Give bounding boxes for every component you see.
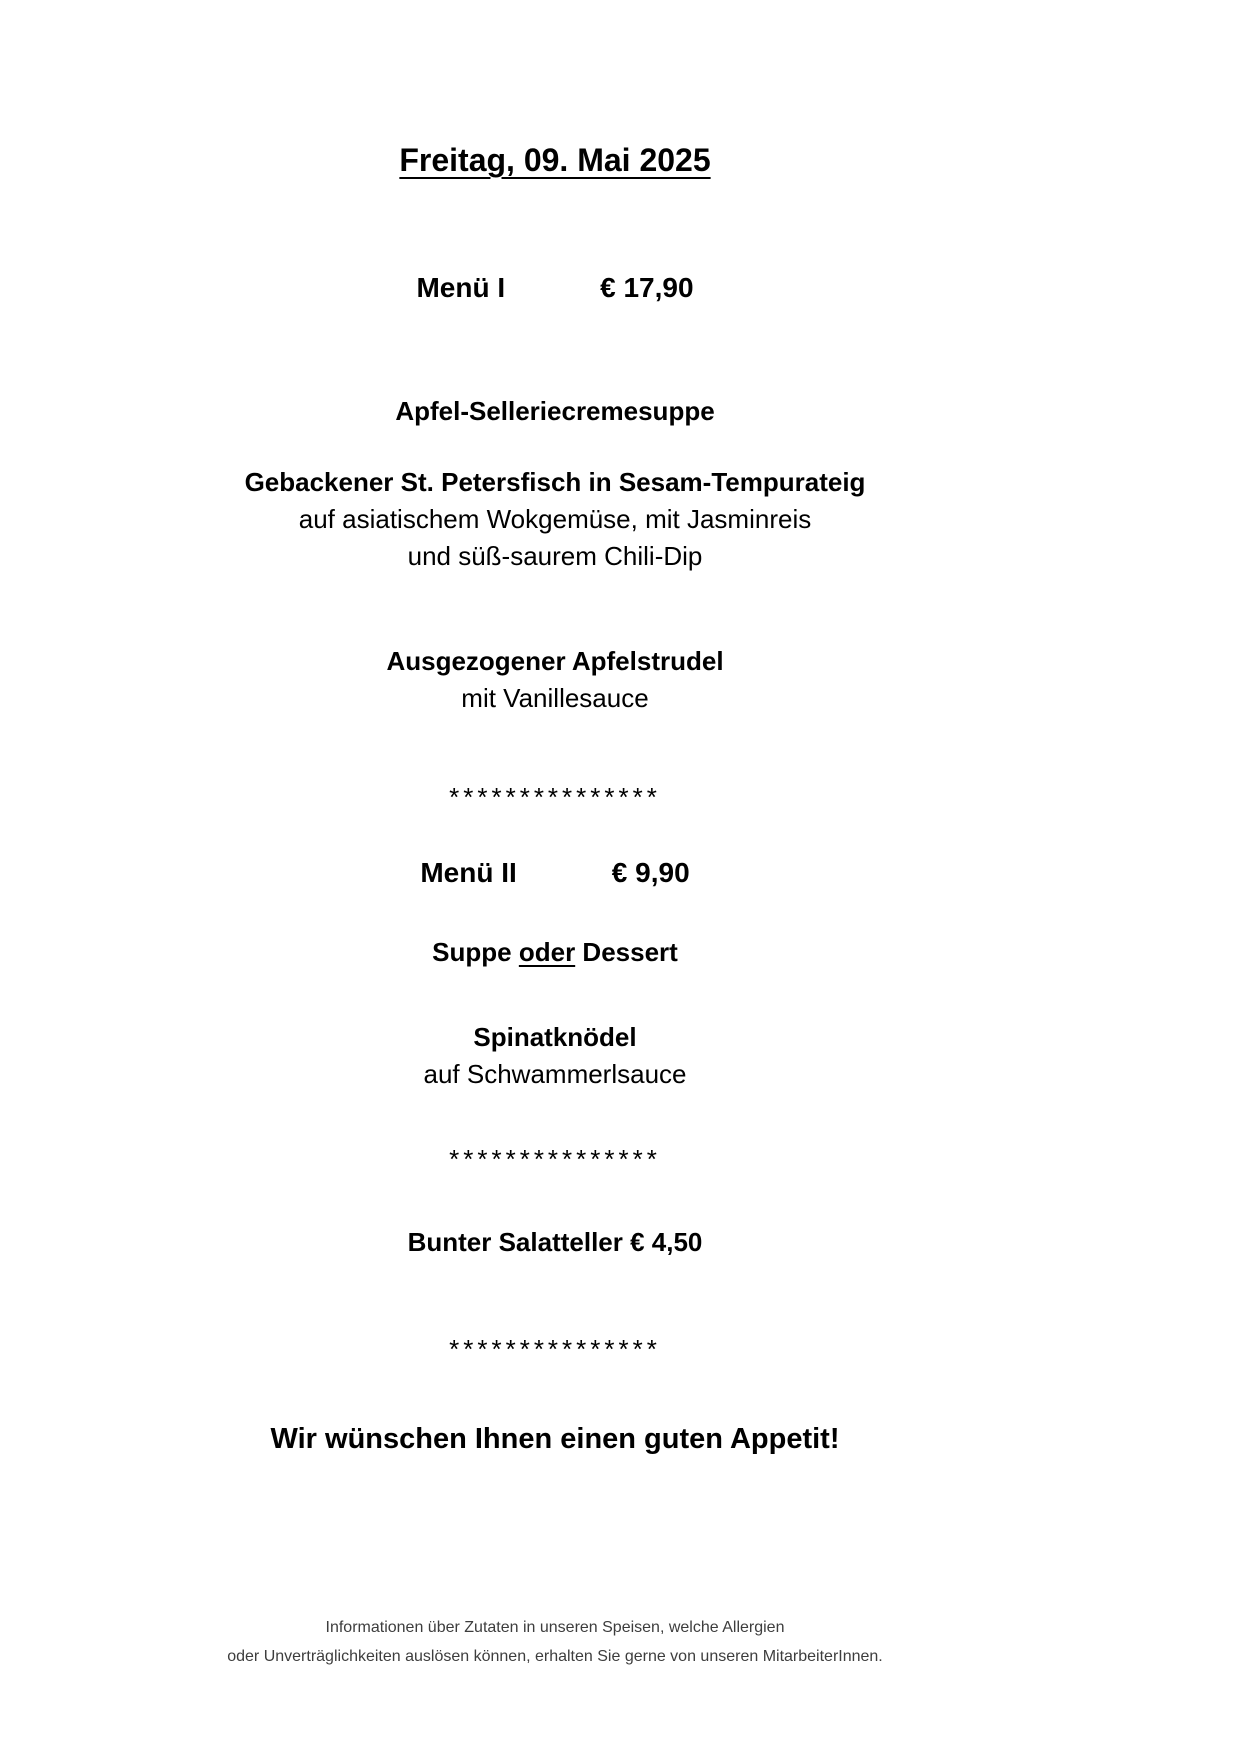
menu1-course1: Apfel-Selleriecremesuppe — [395, 396, 715, 426]
allergy-footer-line1: Informationen über Zutaten in unseren Speisen, welche Allergien — [325, 1619, 785, 1636]
allergy-footer — [0, 1613, 1110, 1671]
separator-stars: *************** — [449, 1334, 661, 1364]
menu2-choice-oder: oder — [518, 937, 576, 967]
menu2-price: € 9,90 — [611, 857, 690, 888]
menu1-course2-title: Gebackener St. Petersfisch in Sesam-Tempurateig — [244, 467, 866, 497]
closing-line: Wir wünschen Ihnen einen guten Appetit! — [270, 1423, 840, 1455]
menu1-course2-side2: und süß-saurem Chili-Dip — [407, 541, 703, 571]
menu2-course1 — [0, 1019, 1110, 1093]
menu1-course2-side1: auf asiatischem Wokgemüse, mit Jasminreis — [298, 504, 812, 534]
date-title: Freitag, 09. Mai 2025 — [399, 142, 711, 178]
salad-offer: Bunter Salatteller € 4,50 — [407, 1227, 703, 1257]
menu1-course3-title: Ausgezogener Apfelstrudel — [386, 646, 724, 676]
menu2-course1-side: auf Schwammerlsauce — [423, 1059, 687, 1089]
menu2-label: Menü II — [420, 857, 517, 888]
menu1-course3-side: mit Vanillesauce — [461, 683, 649, 713]
menu2-choice-suffix: Dessert — [575, 937, 678, 967]
separator-stars: *************** — [449, 782, 661, 812]
menu2-choice — [0, 933, 1110, 971]
menu1-header-row — [0, 268, 1110, 308]
allergy-footer-line2: oder Unverträglichkeiten auslösen können, erhalten Sie gerne von unseren MitarbeiterInnen. — [227, 1648, 883, 1665]
menu1-label: Menü I — [416, 272, 506, 303]
menu2-choice-prefix: Suppe — [432, 937, 519, 967]
separator-stars: *************** — [449, 1144, 661, 1174]
menu2-header-row — [0, 853, 1110, 893]
menu2-course1-title: Spinatknödel — [473, 1022, 637, 1052]
menu1-course2 — [0, 464, 1110, 575]
menu1-course3 — [0, 643, 1110, 717]
menu1-price: € 17,90 — [600, 272, 694, 303]
